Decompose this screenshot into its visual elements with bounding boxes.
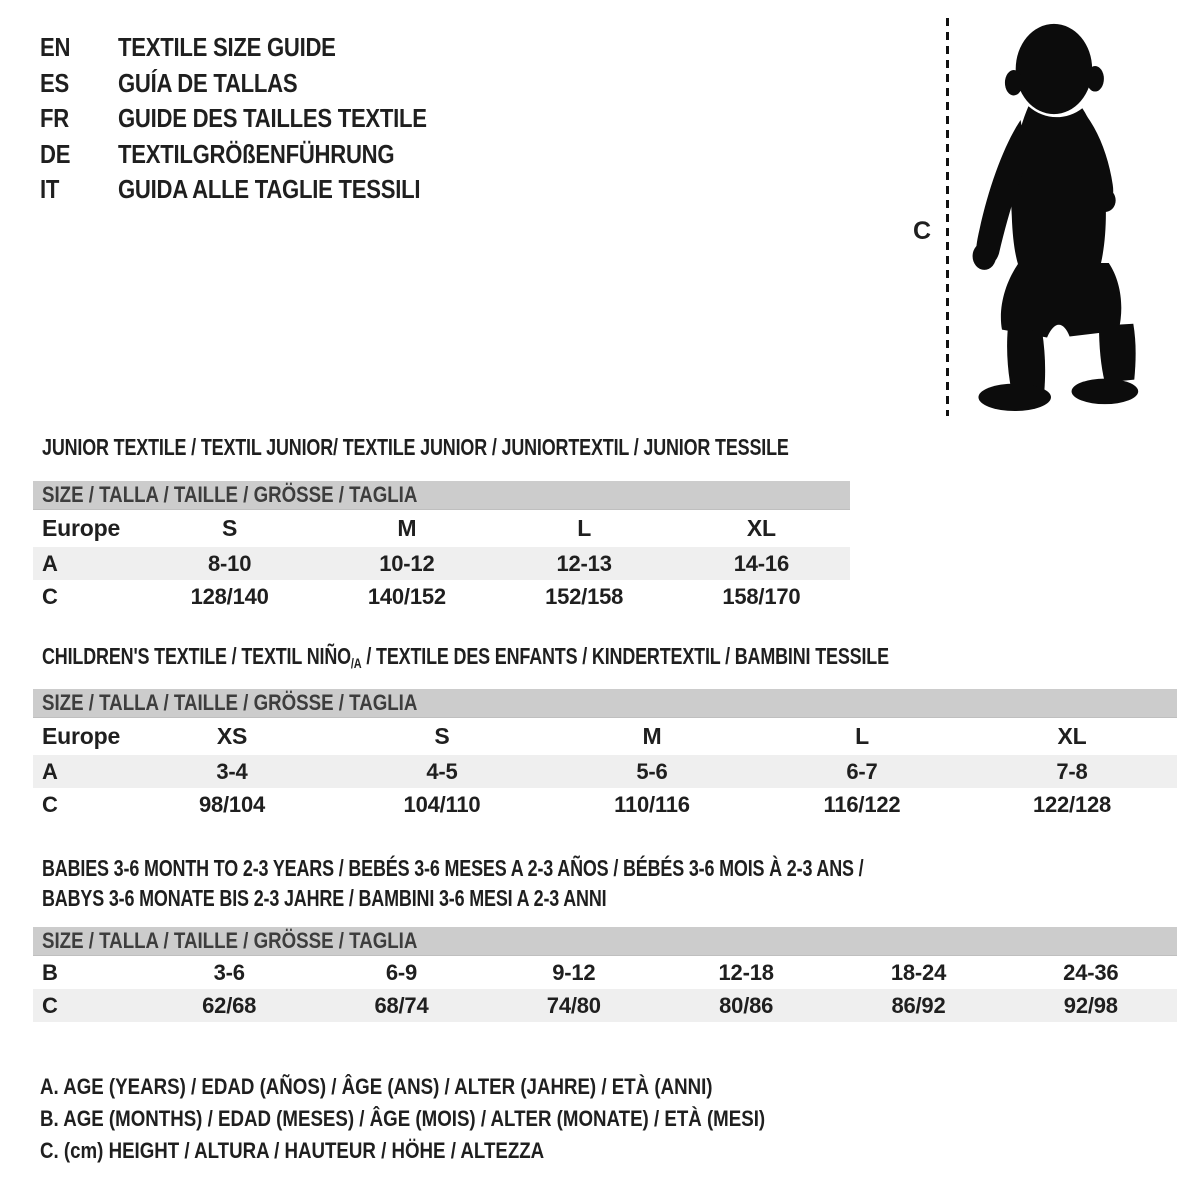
- size-header-label: SIZE / TALLA / TAILLE / GRÖSSE / TAGLIA: [42, 928, 418, 953]
- value-cell: 104/110: [403, 791, 481, 817]
- measure-legend: [40, 1071, 893, 1167]
- size-cell: XL: [1057, 723, 1087, 749]
- value-cell: 8-10: [208, 550, 252, 576]
- row-label: C: [42, 791, 58, 817]
- children-title-subscript: /A: [350, 655, 362, 671]
- value-cell: 128/140: [190, 583, 269, 609]
- junior-size-header-bar: [33, 481, 850, 510]
- language-row-es: [40, 66, 481, 102]
- junior-section-title-text: JUNIOR TEXTILE / TEXTIL JUNIOR/ TEXTILE JUNIOR / JUNIORTEXTIL / JUNIOR TESSILE: [42, 434, 789, 460]
- table-row-age: [33, 755, 1177, 788]
- value-cell: 18-24: [890, 959, 947, 985]
- value-cell: 86/92: [891, 992, 946, 1018]
- value-cell: 74/80: [546, 992, 601, 1018]
- babies-size-table: [33, 927, 1177, 1022]
- language-code: IT: [40, 174, 60, 205]
- guide-title-it: GUIDA ALLE TAGLIE TESSILI: [118, 174, 421, 205]
- size-cell: XS: [216, 723, 248, 749]
- junior-size-table: [33, 481, 850, 613]
- language-row-it: [40, 172, 481, 208]
- language-code: EN: [40, 32, 71, 63]
- table-row-height: [33, 788, 1177, 821]
- value-cell: 158/170: [722, 583, 801, 609]
- babies-title-line1: BABIES 3-6 MONTH TO 2-3 YEARS / BEBÉS 3-6 MESES A 2-3 AÑOS / BÉBÉS 3-6 MOIS À 2-3 ANS /: [42, 855, 864, 881]
- row-label: B: [42, 959, 58, 985]
- table-row-height: [33, 580, 850, 613]
- value-cell: 5-6: [636, 758, 668, 784]
- table-row-height: [33, 989, 1177, 1022]
- table-row-europe: [33, 510, 850, 547]
- value-cell: 12-13: [556, 550, 612, 576]
- value-cell: 14-16: [733, 550, 790, 576]
- babies-title-line2: BABYS 3-6 MONATE BIS 2-3 JAHRE / BAMBINI 3-6 MESI A 2-3 ANNI: [42, 885, 607, 911]
- value-cell: 140/152: [367, 583, 446, 609]
- children-section-title: [42, 642, 1128, 677]
- size-cell: L: [855, 723, 869, 749]
- legend-line-a: A. AGE (YEARS) / EDAD (AÑOS) / ÂGE (ANS) / ALTER (JAHRE) / ETÀ (ANNI): [40, 1074, 713, 1099]
- language-code: FR: [40, 103, 69, 134]
- value-cell: 110/116: [614, 791, 690, 817]
- table-row-europe: [33, 718, 1177, 755]
- value-cell: 24-36: [1063, 959, 1119, 985]
- row-label: A: [42, 550, 58, 576]
- junior-section-title: [42, 433, 999, 461]
- guide-title-fr: GUIDE DES TAILLES TEXTILE: [118, 103, 427, 134]
- language-title-list: [40, 30, 481, 208]
- value-cell: 6-9: [385, 959, 418, 985]
- value-cell: 122/128: [1032, 791, 1112, 817]
- guide-title-en: TEXTILE SIZE GUIDE: [118, 32, 336, 63]
- size-cell: L: [577, 515, 592, 541]
- children-size-header-bar: [33, 689, 1177, 718]
- language-code: ES: [40, 67, 69, 98]
- value-cell: 12-18: [718, 959, 774, 985]
- language-row-en: [40, 30, 481, 66]
- size-cell: M: [397, 515, 417, 541]
- value-cell: 116/122: [823, 791, 901, 817]
- guide-title-de: TEXTILGRÖßENFÜHRUNG: [118, 138, 395, 169]
- value-cell: 62/68: [202, 992, 257, 1018]
- table-row-age: [33, 547, 850, 580]
- height-measure-label: C: [912, 217, 932, 245]
- language-code: DE: [40, 138, 71, 169]
- size-cell: M: [642, 723, 662, 749]
- row-label: Europe: [42, 515, 121, 541]
- size-header-label: SIZE / TALLA / TAILLE / GRÖSSE / TAGLIA: [42, 482, 418, 507]
- value-cell: 10-12: [379, 550, 435, 576]
- height-measure-dashed-line: [946, 18, 949, 416]
- babies-size-header-bar: [33, 927, 1177, 956]
- legend-line-c: C. (cm) HEIGHT / ALTURA / HAUTEUR / HÖHE / ALTEZZA: [40, 1138, 545, 1163]
- value-cell: 9-12: [552, 959, 596, 985]
- size-cell: S: [222, 515, 238, 541]
- language-row-fr: [40, 101, 481, 137]
- table-row-months: [33, 956, 1177, 989]
- value-cell: 6-7: [846, 758, 878, 784]
- legend-line-b: B. AGE (MONTHS) / EDAD (MESES) / ÂGE (MOIS) / ALTER (MONATE) / ETÀ (MESI): [40, 1106, 766, 1131]
- value-cell: 68/74: [374, 992, 429, 1018]
- children-title-prefix: CHILDREN'S TEXTILE / TEXTIL NIÑO: [42, 643, 351, 669]
- value-cell: 3-6: [213, 959, 245, 985]
- value-cell: 92/98: [1063, 992, 1118, 1018]
- row-label: A: [42, 758, 58, 784]
- value-cell: 80/86: [719, 992, 774, 1018]
- value-cell: 3-4: [216, 758, 248, 784]
- children-section-title-text: [42, 642, 889, 677]
- size-cell: S: [434, 723, 450, 749]
- guide-title-es: GUÍA DE TALLAS: [118, 67, 298, 98]
- children-size-table: [33, 689, 1177, 821]
- value-cell: 7-8: [1056, 758, 1088, 784]
- children-title-suffix: / TEXTILE DES ENFANTS / KINDERTEXTIL / BAMBINI TESSILE: [361, 643, 889, 669]
- value-cell: 98/104: [198, 791, 266, 817]
- row-label: Europe: [42, 723, 121, 749]
- value-cell: 4-5: [426, 758, 458, 784]
- baby-silhouette-figure: [952, 14, 1148, 418]
- row-label: C: [42, 583, 58, 609]
- babies-section-title: [42, 853, 1095, 913]
- language-row-de: [40, 137, 481, 173]
- row-label: C: [42, 992, 58, 1018]
- size-header-label: SIZE / TALLA / TAILLE / GRÖSSE / TAGLIA: [42, 690, 418, 715]
- value-cell: 152/158: [545, 583, 624, 609]
- size-cell: XL: [746, 515, 776, 541]
